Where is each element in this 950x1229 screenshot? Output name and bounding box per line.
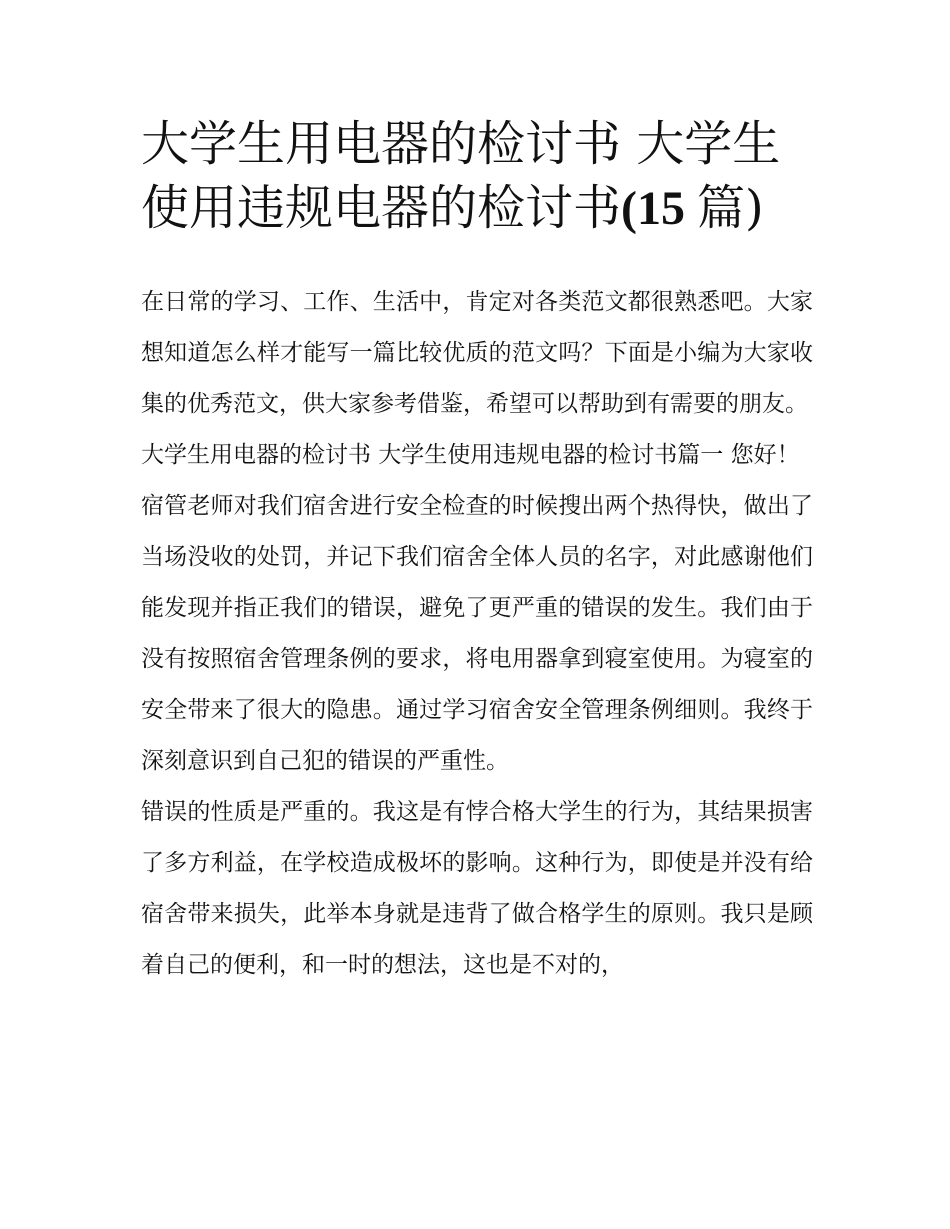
title-line-2: 使用违规电器的检讨书 [141,180,622,236]
title-count: (15 [621,182,697,235]
document-title [141,112,813,241]
paragraph-heading: 大学生用电器的检讨书 大学生使用违规电器的检讨书篇一 您好！ [141,442,800,468]
document-body [141,277,813,991]
title-unit: 篇) [697,180,764,236]
title-line-1: 大学生用电器的检讨书 大学生 [141,116,781,172]
paragraph-body-2: 错误的性质是严重的。我这是有悖合格大学生的行为，其结果损害了多方利益，在学校造成极坏的影响。这种行为，即使是并没有给宿舍带来损失，此举本身就是违背了做合格学生的原则。我只是顾着自己的便利，和一时的想法，这也是不对的， [141,799,813,978]
paragraph-intro: 在日常的学习、工作、生活中，肯定对各类范文都很熟悉吧。大家想知道怎么样才能写一篇比较优质的范文吗？下面是小编为大家收集的优秀范文，供大家参考借鉴，希望可以帮助到有需要的朋友。 [141,289,813,417]
document-content [141,112,813,991]
paragraph-body-1: 宿管老师对我们宿舍进行安全检查的时候搜出两个热得快，做出了当场没收的处罚，并记下我们宿舍全体人员的名字，对此感谢他们能发现并指正我们的错误，避免了更严重的错误的发生。我们由于没有按照宿舍管理条例的要求，将电用器拿到寝室使用。为寝室的安全带来了很大的隐患。通过学习宿舍安全管理条例细则。我终于深刻意识到自己犯的错误的严重性。 [141,493,813,774]
